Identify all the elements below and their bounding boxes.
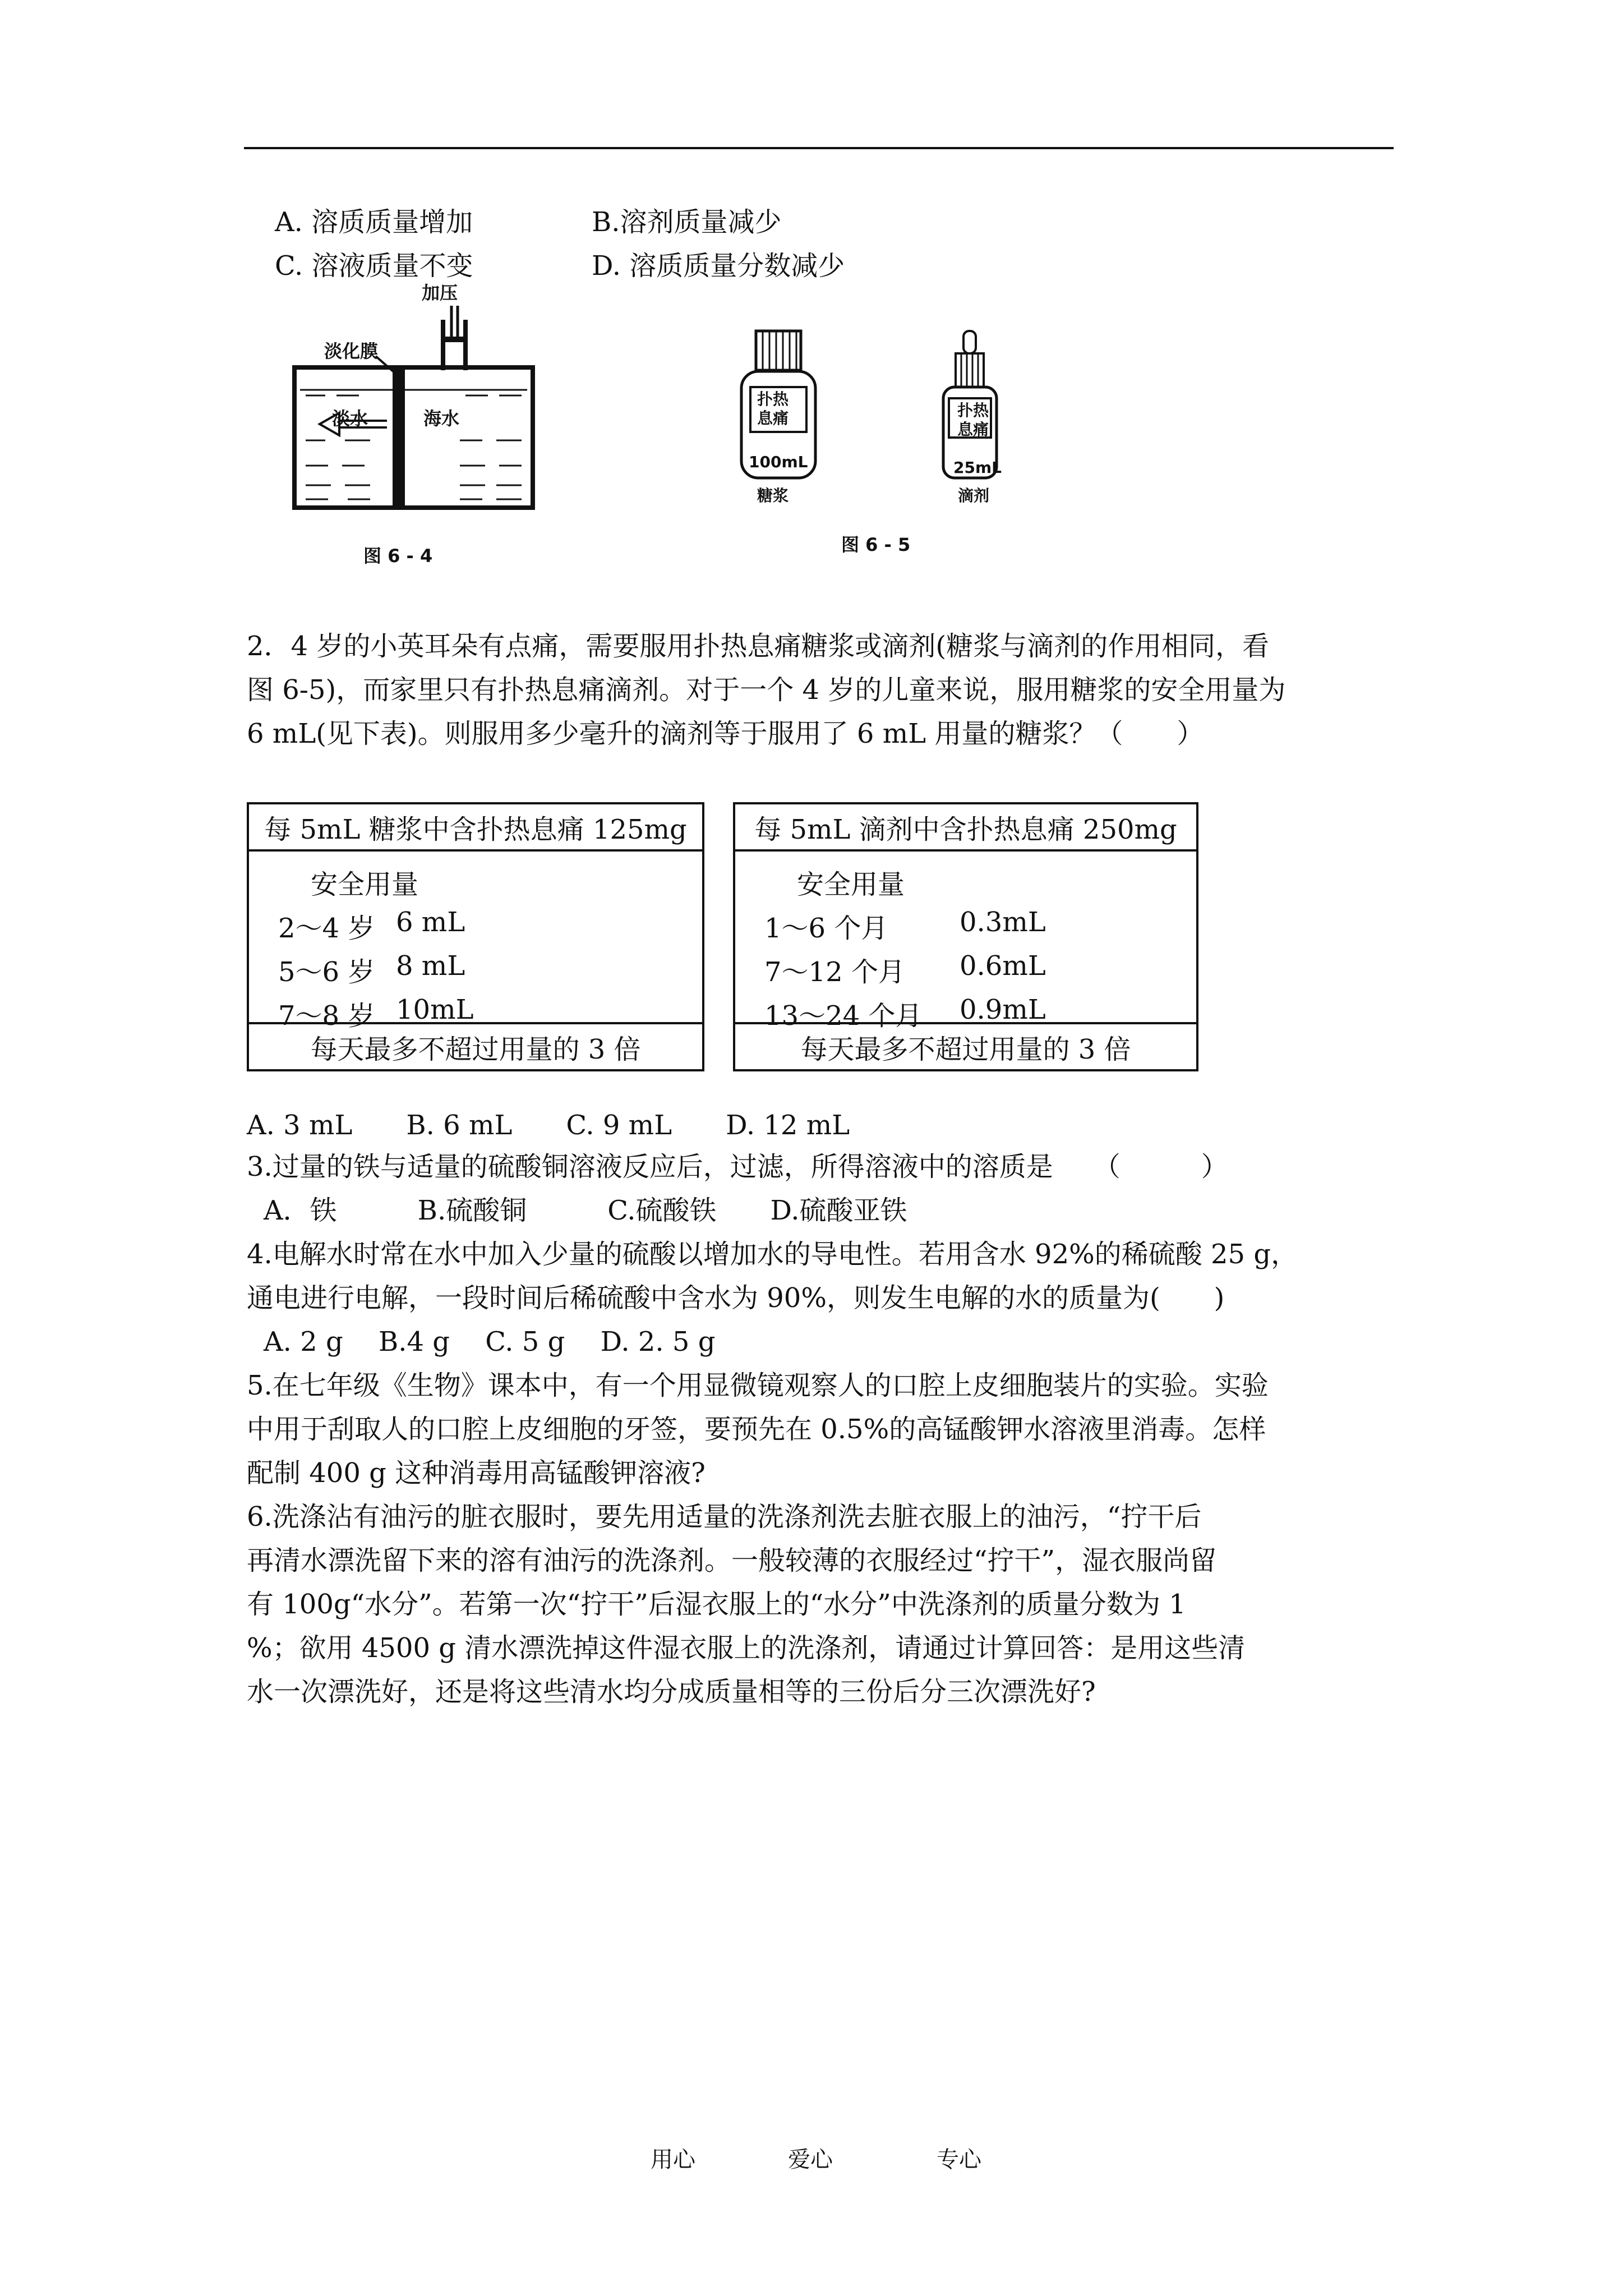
figure-6-4-caption: 图 6 - 4 (363, 545, 433, 567)
fresh-water-label: 淡水 (332, 408, 368, 429)
syrup-name: 糖浆 (757, 486, 789, 505)
q1-option-c: C. 溶液质量不变 (275, 250, 473, 282)
q5-line2: 中用于刮取人的口腔上皮细胞的牙签，要预先在 0.5%的高锰酸钾水溶液里消毒。怎样 (247, 1414, 1266, 1445)
syrup-row-dose: 10mL (396, 994, 474, 1025)
header-rule (244, 147, 1394, 149)
figure-6-5-caption: 图 6 - 5 (841, 534, 911, 555)
q6-line1: 6.洗涤沾有油污的脏衣服时，要先用适量的洗涤剂洗去脏衣服上的油污，“拧干后 (247, 1501, 1202, 1533)
q2-line2: 图 6-5)，而家里只有扑热息痛滴剂。对于一个 4 岁的儿童来说，服用糖浆的安全用量为 (247, 674, 1286, 706)
syrup-table-footer: 每天最多不超过用量的 3 倍 (248, 1023, 703, 1070)
syrup-row-age: 7～8 岁 (278, 1000, 375, 1032)
footer-word-2: 爱心 (788, 2147, 833, 2173)
drops-row-age: 7～12 个月 (764, 956, 905, 988)
drops-volume: 25mL (953, 458, 1002, 477)
drops-table-footer: 每天最多不超过用量的 3 倍 (734, 1023, 1197, 1070)
drops-label-line2: 息痛 (957, 420, 989, 439)
syrup-label-line2: 息痛 (757, 409, 789, 427)
q2-line3: 6 mL(见下表)。则服用多少毫升的滴剂等于服用了 6 mL 用量的糖浆？（ ） (247, 718, 1204, 749)
q3-options: A．铁 B.硫酸铜 C.硫酸铁 D.硫酸亚铁 (264, 1195, 907, 1226)
q4-line2: 通电进行电解，一段时间后稀硫酸中含水为 90%，则发生电解的水的质量为( ) (247, 1282, 1225, 1314)
drops-row-dose: 0.9mL (960, 994, 1046, 1025)
q4-line1: 4.电解水时常在水中加入少量的硫酸以增加水的导电性。若用含水 92%的稀硫酸 25 g， (247, 1239, 1298, 1270)
drops-table-subheader: 安全用量 (797, 869, 905, 900)
membrane-label: 淡化膜 (324, 341, 379, 362)
drops-table-header: 每 5mL 滴剂中含扑热息痛 250mg (734, 803, 1197, 850)
syrup-row-age: 5～6 岁 (278, 956, 375, 988)
q4-options: A. 2 g B.4 g C. 5 g D. 2. 5 g (264, 1326, 716, 1358)
drops-row-dose: 0.3mL (960, 907, 1046, 938)
drops-dose-table (733, 802, 1198, 1071)
drops-row-dose: 0.6mL (960, 950, 1046, 982)
q1-option-a: A. 溶质质量增加 (275, 206, 473, 238)
syrup-row-age: 2～4 岁 (278, 913, 375, 944)
q6-line5: 水一次漂洗好，还是将这些清水均分成质量相等的三份后分三次漂洗好? (247, 1676, 1096, 1708)
q1-option-d: D. 溶质质量分数减少 (592, 250, 845, 282)
syrup-table-subheader: 安全用量 (311, 869, 419, 900)
q1-option-b: B.溶剂质量减少 (592, 206, 782, 238)
drops-label-line1: 扑热 (957, 401, 989, 420)
q6-line3: 有 100g“水分”。若第一次“拧干”后湿衣服上的“水分”中洗涤剂的质量分数为 1 (247, 1589, 1186, 1620)
drops-name: 滴剂 (958, 486, 990, 505)
q6-line2: 再清水漂洗留下来的溶有油污的洗涤剂。一般较薄的衣服经过“拧干”，湿衣服尚留 (247, 1545, 1217, 1576)
syrup-table-body (248, 850, 703, 1032)
sea-water-label: 海水 (423, 408, 460, 429)
q6-line4: %；欲用 4500 g 清水漂洗掉这件湿衣服上的洗涤剂，请通过计算回答：是用这些清 (247, 1632, 1246, 1664)
footer-word-1: 用心 (651, 2147, 695, 2173)
q2-line1: 2．4 岁的小英耳朵有点痛，需要服用扑热息痛糖浆或滴剂(糖浆与滴剂的作用相同，看 (247, 631, 1270, 662)
syrup-volume: 100mL (749, 453, 808, 471)
syrup-table-header: 每 5mL 糖浆中含扑热息痛 125mg (248, 803, 703, 850)
q3-stem: 3.过量的铁与适量的硫酸铜溶液反应后，过滤，所得溶液中的溶质是 （ ） (247, 1151, 1228, 1182)
q2-options: A. 3 mL B. 6 mL C. 9 mL D. 12 mL (247, 1110, 850, 1141)
syrup-dose-table (247, 802, 704, 1071)
drops-table-body (734, 850, 1197, 1032)
drops-row-age: 13～24 个月 (764, 1000, 923, 1032)
syrup-row-dose: 8 mL (396, 950, 465, 982)
desalination-figure (292, 280, 538, 527)
q5-line3: 配制 400 g 这种消毒用高锰酸钾溶液? (247, 1457, 706, 1489)
footer-word-3: 专心 (937, 2147, 981, 2173)
drops-row-age: 1～6 个月 (764, 913, 888, 944)
syrup-row-dose: 6 mL (396, 907, 465, 938)
press-label: 加压 (422, 282, 458, 303)
q5-line1: 5.在七年级《生物》课本中，有一个用显微镜观察人的口腔上皮细胞装片的实验。实验 (247, 1370, 1269, 1401)
syrup-label-line1: 扑热 (757, 390, 789, 408)
